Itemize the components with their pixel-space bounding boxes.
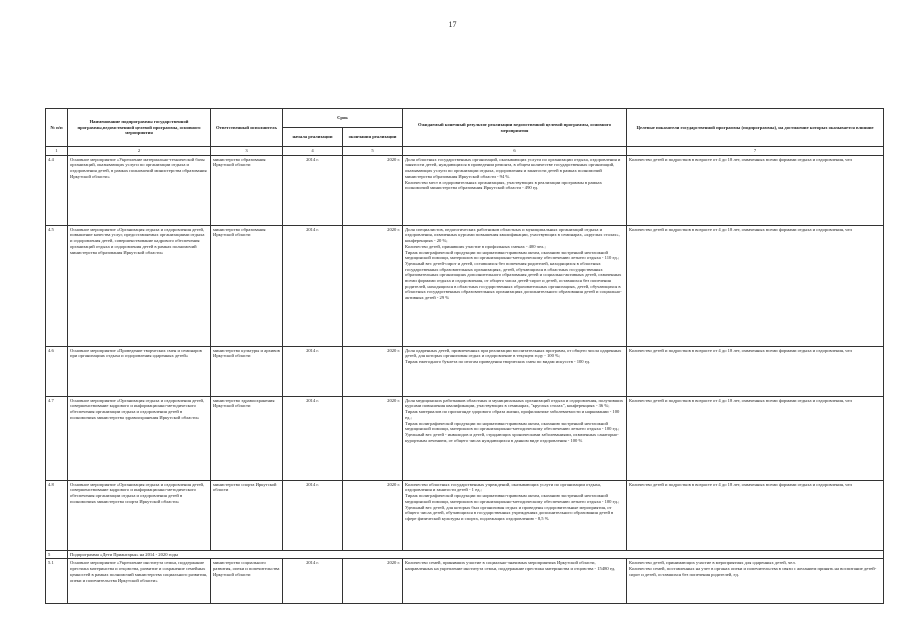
row-end: 2020 г. [343, 225, 403, 346]
header-term: Срок [283, 109, 403, 128]
header-row-1 [46, 109, 884, 128]
row-start: 2014 г. [283, 225, 343, 346]
header-name: Наименование подпрограммы государственной программы,ведомственной целевой программы, основного мероприятия [68, 109, 211, 147]
row-executor: министерство образования Иркутской области [211, 225, 283, 346]
header-term-start: начала реализации [283, 128, 343, 147]
row-end: 2020 г. [343, 155, 403, 225]
row-result: Доля одаренных детей, привлеченных при реализации воспитательных программ, от общего числа одаренных детей, для которых организован отдых и оздоровление в текущем году - 100 %; Тираж ежегодного буклета по итогам проведения творческих смен по видам искусств - 100 ед. [403, 346, 627, 396]
row-start: 2014 г. [283, 396, 343, 480]
row-name: Основное мероприятие «Организация отдыха и оздоровления детей, повышение качества услуг, предоставляемых организациями отдыха и оздоровления детей, совершенствование кадрового обеспечения организаций отдыха и оздоровления детей в рамках полномочий министерства образования Иркутской области» [68, 225, 211, 346]
row-start: 2014 г. [283, 480, 343, 550]
row-num: 4.4 [46, 155, 68, 225]
row-start: 2014 г. [283, 155, 343, 225]
table-row [46, 396, 884, 480]
row-result: Доля областных государственных организаций, оказывающих услуги по организации отдыха, оздоровления и занятости детей, нуждающихся в проведении ремонта, в общем количестве государственных организаций, оказывающих услуги по организации отдыха, оздоровления и занятости детей в рамках полномочий министерства образования Иркутской области - 94 %. Количество мест в оздоровительных организациях, участвующих в реализации программы в рамках полномочий министерства образования Иркутской области - 490 ед. [403, 155, 627, 225]
row-executor: министерство спорта Иркутской области [211, 480, 283, 550]
col-number: 1 [46, 147, 68, 156]
row-indicators: Количество детей, принимающих участие в мероприятиях для одаренных детей, чел. Количество семей, поставленных на учет в органах опеки и попечительства в связи с желанием принять на воспитание детей-сирот и детей, оставшихся без попечения родителей, ед. [627, 559, 884, 604]
table-row [46, 155, 884, 225]
col-number: 4 [283, 147, 343, 156]
table-row [46, 225, 884, 346]
row-indicators: Количество детей и подростков в возрасте от 4 до 18 лет, охваченных всеми формами отдыха и оздоровления, чел [627, 480, 884, 550]
header-indicators: Целевые показатели государственной программы (подпрограммы), на достижение которых оказывается влияние [627, 109, 884, 147]
row-result: Доля медицинских работников областных и муниципальных организаций отдыха и оздоровления, получивших курсами повышения квалификации, участвующих в семинарах, "круглых столах", конференциях - 36 %; Тираж материалов по пропаганде здорового образа жизни, профилактике заболеваемости и наркомании - 100 ед.; Тираж полиграфической продукции по нормативно-правовым актам, оказанию экстренной неотложной медицинской помощи, материалов по организационно-методическому обеспечению летнего отдыха - 100 ед.; Удельный вес детей - инвалидов и детей, страдающих хроническими заболеваниями, охваченных санаторно-курортным лечением, от общего числа нуждающихся в данном виде оздоровления - 100 % [403, 396, 627, 480]
header-term-end: окончания реализации [343, 128, 403, 147]
col-number: 3 [211, 147, 283, 156]
row-end: 2020 г. [343, 396, 403, 480]
row-executor: министерство образования Иркутской области [211, 155, 283, 225]
subprogram-title: Подпрограмма «Дети Приангарья» на 2014 - 2020 годы [68, 550, 884, 559]
header-result: Ожидаемый конечный результат реализации ведомственной целевой программы, основного мероприятия [403, 109, 627, 147]
row-end: 2020 г. [343, 480, 403, 550]
row-start: 2014 г. [283, 559, 343, 604]
row-executor: министерство культуры и архивов Иркутской области [211, 346, 283, 396]
row-result: Количество семей, принявших участие в социально-значимых мероприятиях Иркутской области, направленных на укрепление института семьи, поддержание престижа материнства и отцовства - 15480 ед. [403, 559, 627, 604]
row-name: Основное мероприятие «Организация отдыха и оздоровления детей, совершенствование кадрового и информационно-методического обеспечения организации отдыха и оздоровления детей в полномочиях министерства спорта Иркутской области» [68, 480, 211, 550]
row-indicators: Количество детей и подростков в возрасте от 4 до 18 лет, охваченных всеми формами отдыха и оздоровления, чел [627, 346, 884, 396]
row-indicators: Количество детей и подростков в возрасте от 4 до 18 лет, охваченных всеми формами отдыха и оздоровления, чел [627, 155, 884, 225]
row-num: 4.7 [46, 396, 68, 480]
row-name: Основное мероприятие «Укрепление материально-технической базы организаций, оказывающих услуги по организации отдыха и оздоровления детей, в рамках полномочий министерства образования Иркутской области» [68, 155, 211, 225]
row-executor: министерство здравоохранения Иркутской области [211, 396, 283, 480]
row-start: 2014 г. [283, 346, 343, 396]
row-num: 4.8 [46, 480, 68, 550]
page-number: 17 [448, 20, 457, 29]
row-indicators: Количество детей и подростков в возрасте от 4 до 18 лет, охваченных всеми формами отдыха и оздоровления, чел [627, 225, 884, 346]
table-row [46, 480, 884, 550]
col-number: 6 [403, 147, 627, 156]
row-name: Основное мероприятие «Укрепление института семьи, поддержание престижа материнства и отцовства, развитие и сохранение семейных ценностей в рамках полномочий министерства социального развития, опеки и попечительства Иркутской области» [68, 559, 211, 604]
col-number: 7 [627, 147, 884, 156]
table-row [46, 346, 884, 396]
col-number: 5 [343, 147, 403, 156]
row-result: Количество областных государственных учреждений, оказывающих услуги по организации отдыха, оздоровления и занятости детей - 1 ед.; Тираж полиграфической продукции по нормативно-правовым актам, оказанию экстренной неотложной медицинской помощи, материалов по организационно-методическому обеспечению летнего отдыха - 100 ед.; Удельный вес детей, для которых был организован отдых и проведены оздоровительные мероприятия, от общего числа детей, обучающихся в государственных учреждениях дополнительного образования детей в сфере физической культуры и спорта, подлежащих оздоровлению - 8,5 % [403, 480, 627, 550]
header-executor: Ответственный исполнитель [211, 109, 283, 147]
row-executor: министерство социального развития, опеки и попечительства Иркутской области [211, 559, 283, 604]
row-end: 2020 г. [343, 559, 403, 604]
row-num: 4.5 [46, 225, 68, 346]
col-number: 2 [68, 147, 211, 156]
header-num: № п/п [46, 109, 68, 147]
program-table [45, 108, 884, 604]
row-end: 2020 г. [343, 346, 403, 396]
row-name: Основное мероприятие «Организация отдыха и оздоровления детей, совершенствование кадрового и информационно-методического обеспечения организации отдыха и оздоровления детей в полномочиях министерства здравоохранения Иркутской области» [68, 396, 211, 480]
row-result: Доля специалистов, педагогических работников областных и муниципальных организаций отдыха и оздоровления, охваченных курсами повышения квалификации, участвующих в семинарах, «круглых столах», конференциях - 20 %; Количество детей, принявших участие в профильных сменах - 400 чел.; Тираж полиграфической продукции по нормативно-правовым актам, оказанию экстренной неотложной медицинской помощи, материалов по организационно-методическому обеспечению летнего отдыха - 110 ед.; Удельный вес детей-сирот и детей, оставшихся без попечения родителей, находящихся в областных государственных образовательных организациях, детей, обучающихся в областных государственных образовательных организациях дополнительного образования детей и социально-активных детей, охваченных всеми формами отдыха и оздоровления, от общего числа детей-сирот и детей, оставшихся без попечения родителей, находящихся в областных государственных образовательных организациях, детей, обучающихся в областных государственных образовательных организациях дополнительного образования детей и социально-активных детей - 29 % [403, 225, 627, 346]
table-row [46, 559, 884, 604]
row-name: Основное мероприятие «Проведение творческих смен и семинаров при организациях отдыха и оздоровления одаренных детей» [68, 346, 211, 396]
subprogram-row [46, 550, 884, 559]
row-num: 5.1 [46, 559, 68, 604]
row-num: 4.6 [46, 346, 68, 396]
row-indicators: Количество детей и подростков в возрасте от 4 до 18 лет, охваченных всеми формами отдыха и оздоровления, чел [627, 396, 884, 480]
column-number-row [46, 147, 884, 156]
subprogram-num: 5 [46, 550, 68, 559]
